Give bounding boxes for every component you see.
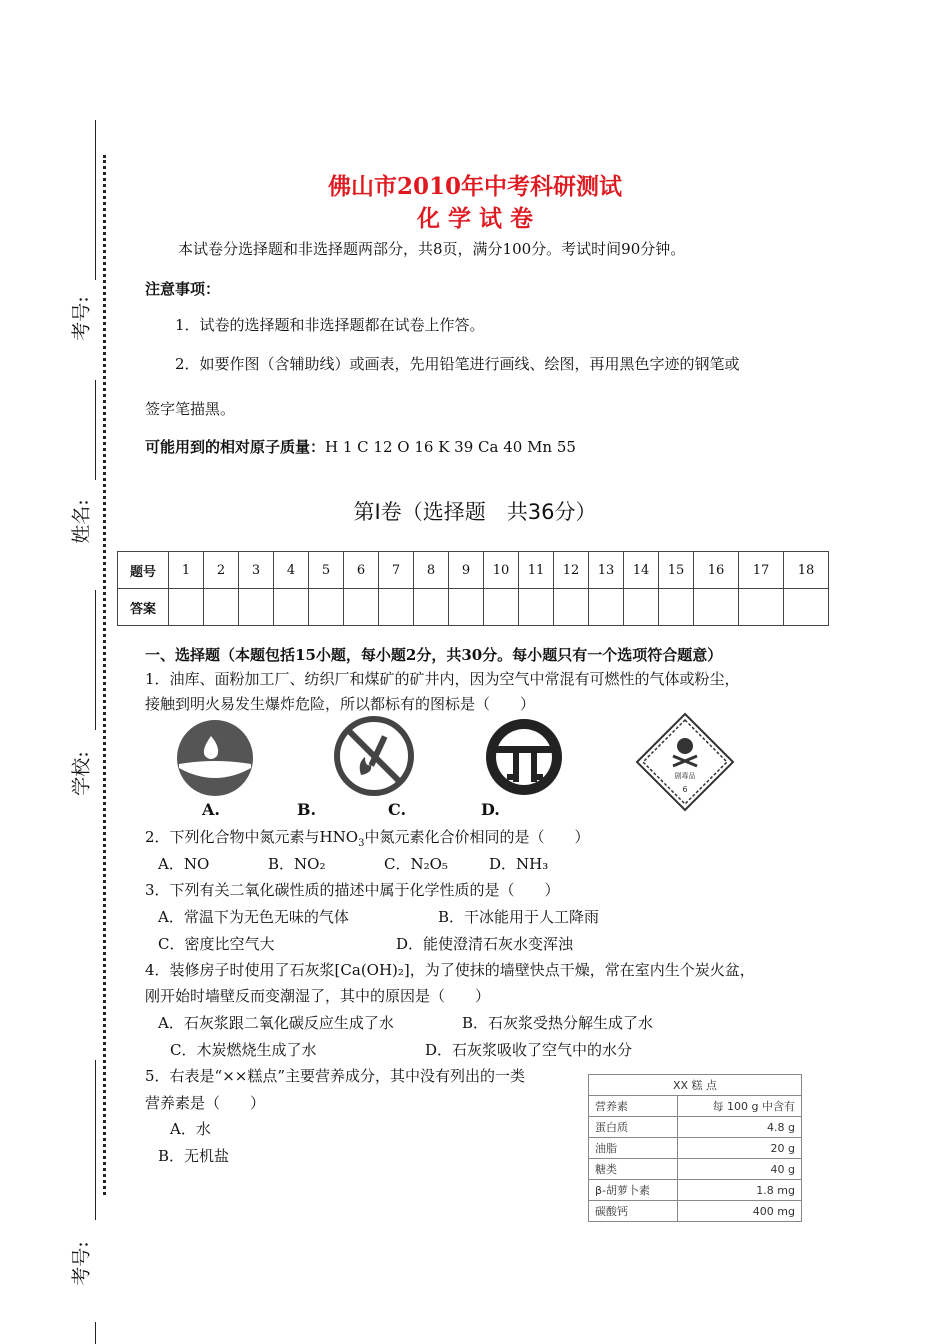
binding-dotted-line [103,155,106,1195]
answer-cell[interactable] [554,589,589,626]
q-number-cell: 6 [344,552,379,589]
exam-number-label-bottom: 考号: [70,1241,93,1286]
answer-cell[interactable] [694,589,739,626]
nutrient-amount: 400 mg [677,1201,801,1222]
q3-option-b: B．干冰能用于人工降雨 [438,908,600,926]
q2-option-d: D．NH₃ [489,855,549,873]
atomic-mass-line [145,436,576,457]
nutrition-row [589,1159,802,1180]
q2-option-c: C．N₂O₅ [384,855,448,873]
nutrition-col2-header: 每 100 g 中含有 [677,1096,801,1117]
atomic-mass-label: 可能用到的相对原子质量： [145,438,326,456]
answer-table-answer-row [118,589,829,626]
answer-cell[interactable] [274,589,309,626]
q-number-cell: 8 [414,552,449,589]
school-label: 学校: [70,751,93,796]
answer-cell[interactable] [344,589,379,626]
nutrient-amount: 4.8 g [677,1117,801,1138]
nutrition-row [589,1201,802,1222]
answer-cell[interactable] [589,589,624,626]
answer-cell[interactable] [449,589,484,626]
margin-line-2 [95,380,96,480]
q-number-cell: 14 [624,552,659,589]
answer-cell[interactable] [169,589,204,626]
no-fire-icon [333,715,415,797]
answer-cell[interactable] [624,589,659,626]
q-number-cell: 11 [519,552,554,589]
atomic-mass-values: H 1 C 12 O 16 K 39 Ca 40 Mn 55 [325,438,576,456]
nutrient-name: 油脂 [589,1138,678,1159]
exam-intro: 本试卷分选择题和非选择题两部分，共8页，满分100分。考试时间90分钟。 [178,240,686,258]
q4-line1: 4．装修房子时使用了石灰浆[Ca(OH)₂]，为了使抹的墙壁快点干燥，常在室内生个炭火盆， [145,961,755,979]
answer-cell[interactable] [519,589,554,626]
toxic-label-text: 剧毒品 [674,772,696,780]
exam-title: 佛山市2010年中考科研测试 [327,173,622,200]
q2-stem-subscript: 3 [358,838,365,849]
toxic-diamond-icon [635,712,735,812]
nutrition-title: XX 糕 点 [589,1075,802,1096]
q3-option-d: D．能使澄清石灰水变浑浊 [396,935,574,953]
q-number-cell: 3 [239,552,274,589]
answer-cell[interactable] [659,589,694,626]
nutrition-row [589,1180,802,1201]
nutrient-name: 碳酸钙 [589,1201,678,1222]
q1-line2: 接触到明火易发生爆炸危险，所以都标有的图标是（ ） [145,695,536,713]
q-number-cell: 9 [449,552,484,589]
margin-line-5 [95,1322,96,1344]
note-item-1: 1．试卷的选择题和非选择题都在试卷上作答。 [175,316,485,334]
toxic-class-number: 6 [682,785,688,794]
q-number-cell: 4 [274,552,309,589]
nutrition-row [589,1138,802,1159]
q4-line2: 刚开始时墙壁反而变潮湿了，其中的原因是（ ） [145,987,491,1005]
q1-option-c: C. [388,800,407,819]
q1-option-a: A. [202,800,220,819]
q3-option-c: C．密度比空气大 [158,935,275,953]
q4-option-b: B．石灰浆受热分解生成了水 [462,1014,654,1032]
q2-option-a: A．NO [158,855,210,873]
nutrient-amount: 20 g [677,1138,801,1159]
q2-option-b: B．NO₂ [268,855,326,873]
q-number-cell: 12 [554,552,589,589]
answer-cell[interactable] [309,589,344,626]
nutrition-table [588,1074,802,1222]
nutrient-amount: 40 g [677,1159,801,1180]
nutrient-amount: 1.8 mg [677,1180,801,1201]
q-number-cell: 2 [204,552,239,589]
forbidden-symbol-icon [483,716,565,798]
q-number-cell: 17 [739,552,784,589]
flammable-liquid-icon [175,718,255,798]
note-item-2-cont: 签字笔描黑。 [145,400,236,418]
note-item-2: 2．如要作图（含辅助线）或画表，先用铅笔进行画线、绘图，再用黑色字迹的钢笔或 [175,355,740,373]
nutrient-name: 糖类 [589,1159,678,1180]
q1-line1: 1．油库、面粉加工厂、纺织厂和煤矿的矿井内，因为空气中常混有可燃性的气体或粉尘， [145,670,740,688]
row-label-number: 题号 [118,552,169,589]
q1-option-d: D. [481,800,500,819]
answer-cell[interactable] [739,589,784,626]
q-number-cell: 10 [484,552,519,589]
answer-cell[interactable] [784,589,829,626]
q-number-cell: 13 [589,552,624,589]
q-number-cell: 15 [659,552,694,589]
answer-cell[interactable] [204,589,239,626]
q4-option-d: D．石灰浆吸收了空气中的水分 [425,1041,633,1059]
q3-stem: 3．下列有关二氧化碳性质的描述中属于化学性质的是（ ） [145,881,560,899]
q5-option-b: B．无机盐 [158,1147,230,1165]
q-number-cell: 7 [379,552,414,589]
answer-cell[interactable] [379,589,414,626]
row-label-answer: 答案 [118,589,169,626]
margin-line-4 [95,1060,96,1220]
q4-option-c: C．木炭燃烧生成了水 [170,1041,317,1059]
answer-table-header-row [118,552,829,589]
q-number-cell: 5 [309,552,344,589]
nutrient-name: β-胡萝卜素 [589,1180,678,1201]
q3-option-a: A．常温下为无色无味的气体 [158,908,349,926]
margin-line-3 [95,590,96,730]
part1-heading: 一、选择题（本题包括15小题，每小题2分，共30分。每小题只有一个选项符合题意） [145,646,723,664]
q-number-cell: 1 [169,552,204,589]
q-number-cell: 18 [784,552,829,589]
nutrition-col1-header: 营养素 [589,1096,678,1117]
answer-table [117,551,829,626]
q2-stem [145,826,589,849]
q5-line1: 5．右表是“××糕点”主要营养成分，其中没有列出的一类 [145,1067,526,1085]
q-number-cell: 16 [694,552,739,589]
name-label: 姓名: [70,499,93,544]
q1-option-b: B. [297,800,317,819]
q5-line2: 营养素是（ ） [145,1094,266,1112]
nutrition-row [589,1117,802,1138]
exam-number-label-top: 考号: [70,296,93,341]
nutrition-header-row [589,1096,802,1117]
exam-subtitle: 化 学 试 卷 [416,205,534,232]
q5-option-a: A．水 [170,1120,211,1138]
answer-cell[interactable] [239,589,274,626]
notes-heading: 注意事项： [145,280,221,298]
q2-stem-suffix: 中氮元素化合价相同的是（ ） [364,828,590,846]
nutrient-name: 蛋白质 [589,1117,678,1138]
q2-stem-prefix: 2．下列化合物中氮元素与HNO [145,828,359,846]
q4-option-a: A．石灰浆跟二氧化碳反应生成了水 [158,1014,394,1032]
section-title: 第Ⅰ卷（选择题 共36分） [353,500,597,524]
answer-cell[interactable] [414,589,449,626]
answer-cell[interactable] [484,589,519,626]
